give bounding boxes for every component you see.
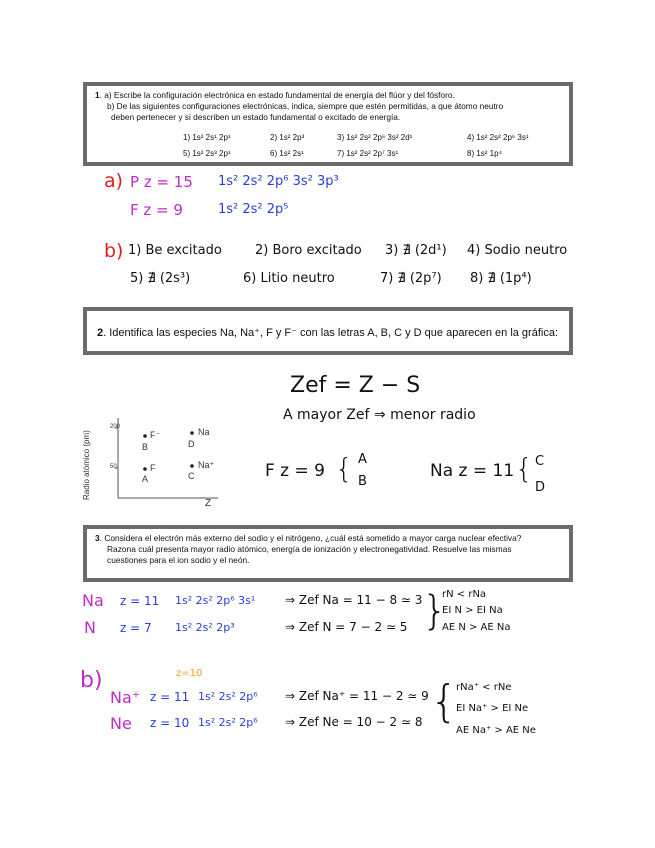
answer-3-na-zef: ⇒ Zef Na = 11 − 8 ≃ 3: [285, 593, 423, 607]
answer-3-n-config: 1s² 2s² 2p³: [175, 621, 235, 634]
answer-1b-item-7: 7) ∄ (2p⁷): [380, 271, 442, 286]
config-4: 4) 1s² 2s² 2p⁶ 3s¹: [467, 133, 529, 142]
config-3: 3) 1s² 2s² 2p⁶ 3s² 2d¹: [337, 133, 413, 142]
zef-formula: Zef = Z − S: [290, 373, 421, 398]
config-6: 6) 1s² 2s¹: [270, 149, 304, 158]
sodium-letter-d: D: [535, 480, 546, 495]
sodium-brace: {: [515, 452, 533, 485]
answer-3b-comparison-affinity: AE Na⁺ > AE Ne: [456, 725, 536, 736]
answer-3-n-zef: ⇒ Zef N = 7 − 2 ≃ 5: [285, 620, 408, 634]
config-7: 7) 1s² 2s² 2p⁷ 3s¹: [337, 149, 399, 158]
answer-3b-label: b): [80, 668, 103, 693]
point-a: [143, 467, 147, 471]
answer-3b-comparison-radius: rNa⁺ < rNe: [456, 682, 512, 693]
question-1-line-c: deben pertenecer y si describen un estado fundamental o excitado de energía.: [111, 112, 401, 122]
graph-point-b-tag: F⁻: [150, 430, 161, 440]
fluorine-letter-b: B: [358, 474, 367, 489]
question-1-box: [83, 82, 573, 166]
question-3-box: [83, 525, 573, 582]
fluorine-letter-a: A: [358, 452, 367, 467]
fluorine-brace: {: [335, 452, 353, 485]
fluorine-z: F z = 9: [265, 461, 325, 481]
answer-3b-ne-zef: ⇒ Zef Ne = 10 − 2 ≃ 8: [285, 715, 423, 729]
graph-ytick-label-200: 200: [110, 424, 121, 430]
answer-1b-item-5: 5) ∄ (2s³): [130, 271, 191, 286]
config-1: 1) 1s² 2s¹ 2p¹: [183, 133, 231, 142]
answer-3-na-config: 1s² 2s² 2p⁶ 3s¹: [175, 594, 256, 607]
answer-1b-item-1: 1) Be excitado: [128, 243, 222, 258]
answer-1b-item-8: 8) ∄ (1p⁴): [470, 271, 532, 286]
answer-1b-item-2: 2) Boro excitado: [255, 243, 362, 258]
graph-point-a-tag: F: [150, 463, 156, 473]
answer-3b-z10-note: z=10: [176, 668, 203, 679]
graph-point-b-letter: B: [142, 442, 149, 452]
question-2-text: . Identifica las especies Na, Na⁺, F y F⁻ con las letras A, B, C y D que aparecen en la gráfica:: [103, 327, 559, 339]
graph-point-d-tag: Na: [198, 427, 210, 437]
answer-3-brace: }: [422, 588, 448, 634]
zef-rule: A mayor Zef ⇒ menor radio: [283, 407, 476, 423]
graph-point-c-tag: Na⁺: [198, 460, 215, 470]
answer-3b-ne-config: 1s² 2s² 2p⁶: [198, 716, 258, 729]
answer-3b-na-ion-z: z = 11: [150, 690, 190, 704]
answer-3b-na-ion-config: 1s² 2s² 2p⁶: [198, 690, 258, 703]
answer-3-comparison-affinity: AE N > AE Na: [442, 622, 511, 633]
graph-ytick-label-50: 50: [110, 464, 117, 470]
config-2: 2) 1s² 2p³: [270, 133, 305, 142]
graph-xlabel: Z: [205, 498, 212, 509]
answer-3-n-label: N: [84, 618, 96, 637]
point-c: [190, 464, 194, 468]
question-3-line-2: Razona cuál presenta mayor radio atómico, energía de ionización y electronegatividad. Resuelve las mismas: [107, 544, 512, 554]
question-1-line-a: 1. a) Escribe la configuración electrónica en estado fundamental de energía del flúor y del fósforo.: [95, 90, 455, 100]
answer-1a-fluorine: F z = 9: [130, 201, 183, 219]
graph-point-d-letter: D: [188, 439, 195, 449]
answer-3-na-z: z = 11: [120, 594, 160, 608]
question-3-line-3: cuestiones para el ion sodio y el neón.: [107, 555, 250, 565]
answer-1b-label: b): [104, 240, 124, 262]
point-b: [143, 434, 147, 438]
config-8: 8) 1s² 1p⁴: [467, 149, 503, 158]
sodium-letter-c: C: [535, 454, 545, 469]
answer-3b-na-ion-label: Na⁺: [110, 688, 141, 707]
question-2-box: [83, 307, 573, 355]
graph-point-a-letter: A: [142, 474, 149, 484]
answer-3-comparison-radius: rN < rNa: [442, 589, 487, 600]
answer-1a-phosphorus: P z = 15: [130, 173, 193, 191]
point-d: [190, 431, 194, 435]
question-1-line-b: b) De las siguientes configuraciones electrónicas, indica, siempre que estén permitidas, a que átomo neutro: [107, 101, 504, 111]
answer-3b-comparison-ionization: EI Na⁺ > EI Ne: [456, 703, 529, 714]
answer-3-comparison-ionization: EI N > EI Na: [442, 605, 503, 616]
answer-3b-na-ion-zef: ⇒ Zef Na⁺ = 11 − 2 ≃ 9: [285, 689, 429, 703]
answer-1b-item-4: 4) Sodio neutro: [467, 243, 568, 258]
answer-3-na-label: Na: [82, 591, 104, 610]
graph-ylabel: Radio atómico (pm): [82, 430, 91, 500]
sodium-z: Na z = 11: [430, 461, 515, 481]
config-5: 5) 1s² 2s³ 2p¹: [183, 149, 231, 158]
answer-1a-label: a): [104, 170, 124, 192]
question-2-number: 2: [97, 327, 104, 339]
answer-1b-item-6: 6) Litio neutro: [243, 271, 335, 286]
graph-point-c-letter: C: [188, 471, 195, 481]
answer-3-n-z: z = 7: [120, 621, 152, 635]
answer-3b-brace: {: [430, 676, 458, 727]
answer-1a-phosphorus-config: 1s² 2s² 2p⁶ 3s² 3p³: [218, 174, 339, 189]
question-3-line-1: 3. Considera el electrón más externo del sodio y el nitrógeno, ¿cuál está sometido a mayor carga nuclear efectiva?: [95, 533, 522, 543]
answer-1b-item-3: 3) ∄ (2d¹): [385, 243, 447, 258]
answer-1a-fluorine-config: 1s² 2s² 2p⁵: [218, 202, 289, 217]
answer-3b-ne-label: Ne: [110, 714, 132, 733]
answer-3b-ne-z: z = 10: [150, 716, 190, 730]
